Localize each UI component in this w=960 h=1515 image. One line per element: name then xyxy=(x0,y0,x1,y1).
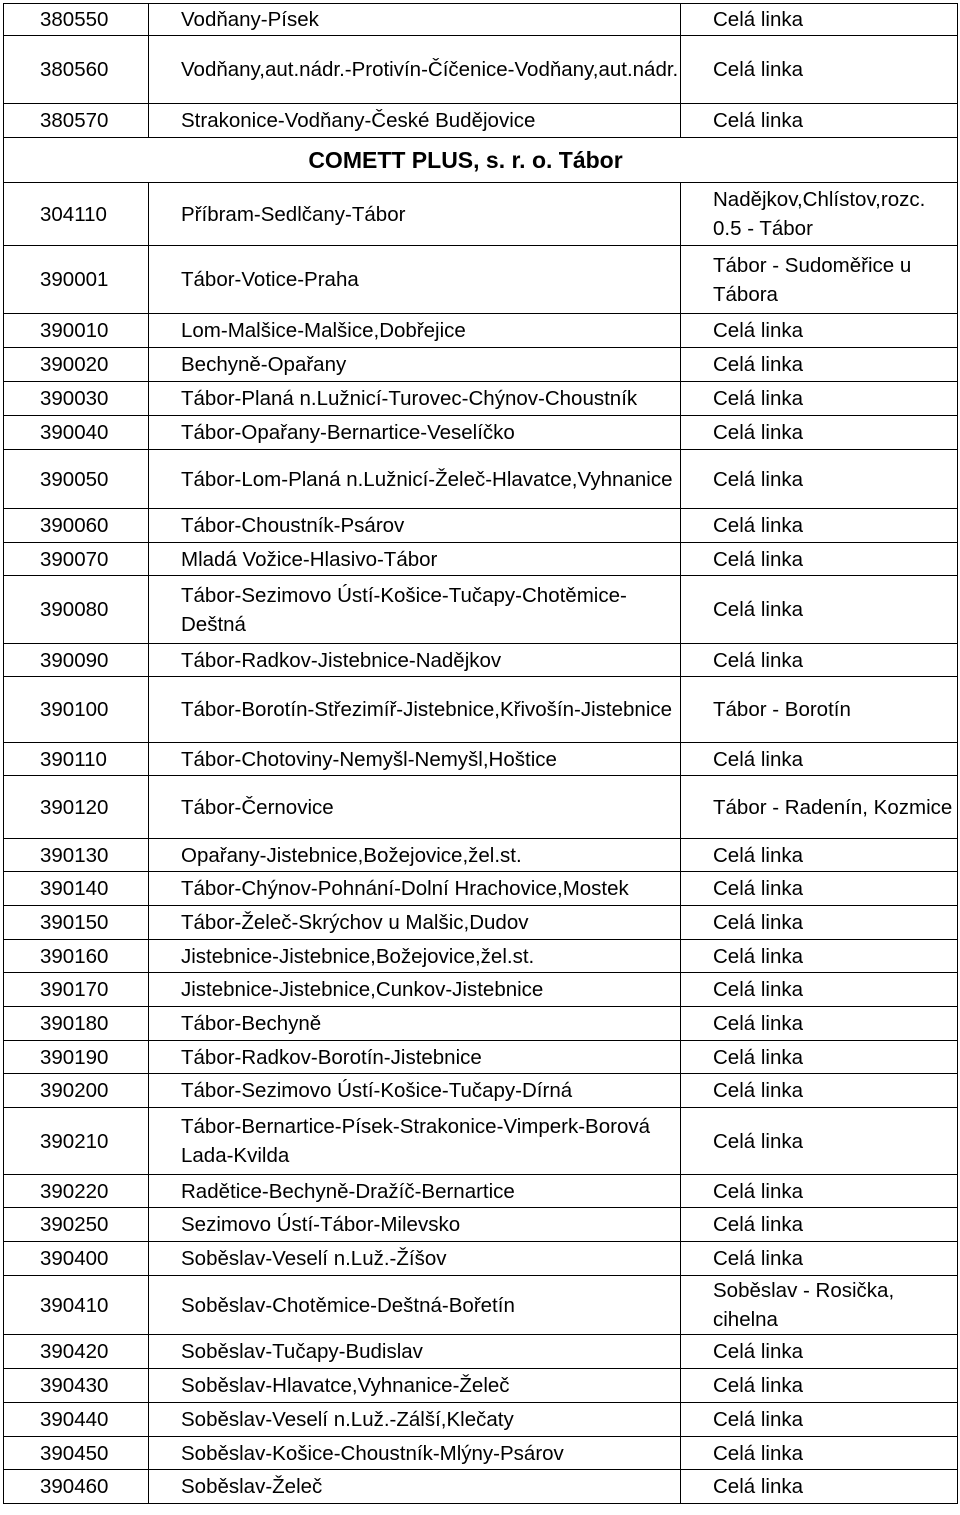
section-cell: Nadějkov,Chlístov,rozc. 0.5 - Tábor xyxy=(681,183,958,246)
line-number-cell: 390001 xyxy=(4,246,149,314)
section-cell: Celá linka xyxy=(681,576,958,644)
line-number-cell: 390210 xyxy=(4,1108,149,1175)
table-row xyxy=(4,450,958,509)
route-cell: Lom-Malšice-Malšice,Dobřejice xyxy=(149,314,681,348)
table-row xyxy=(4,1175,958,1208)
table-row xyxy=(4,1074,958,1108)
route-cell: Příbram-Sedlčany-Tábor xyxy=(149,183,681,246)
table-row xyxy=(4,1007,958,1041)
section-cell: Celá linka xyxy=(681,1403,958,1437)
section-cell: Celá linka xyxy=(681,416,958,450)
section-cell: Tábor - Radenín, Kozmice xyxy=(681,776,958,839)
route-cell: Tábor-Chýnov-Pohnání-Dolní Hrachovice,Mostek xyxy=(149,872,681,906)
route-cell: Soběslav-Chotěmice-Deštná-Bořetín xyxy=(149,1276,681,1335)
bus-lines-table-body xyxy=(4,4,958,1504)
route-cell: Jistebnice-Jistebnice,Božejovice,žel.st. xyxy=(149,940,681,973)
section-cell: Celá linka xyxy=(681,36,958,104)
line-number-cell: 390030 xyxy=(4,382,149,416)
line-number-cell: 390020 xyxy=(4,348,149,382)
line-number-cell: 380570 xyxy=(4,104,149,138)
table-row xyxy=(4,1470,958,1504)
line-number-cell: 390450 xyxy=(4,1437,149,1470)
section-cell: Celá linka xyxy=(681,1007,958,1041)
line-number-cell: 390060 xyxy=(4,509,149,543)
route-cell: Tábor-Votice-Praha xyxy=(149,246,681,314)
route-cell: Soběslav-Veselí n.Luž.-Zálší,Klečaty xyxy=(149,1403,681,1437)
section-cell: Celá linka xyxy=(681,382,958,416)
line-number-cell: 390150 xyxy=(4,906,149,940)
section-cell: Celá linka xyxy=(681,314,958,348)
line-number-cell: 390140 xyxy=(4,872,149,906)
route-cell: Soběslav-Hlavatce,Vyhnanice-Želeč xyxy=(149,1369,681,1403)
section-cell: Celá linka xyxy=(681,1470,958,1504)
route-cell: Sezimovo Ústí-Tábor-Milevsko xyxy=(149,1208,681,1242)
line-number-cell: 390080 xyxy=(4,576,149,644)
route-cell: Tábor-Radkov-Borotín-Jistebnice xyxy=(149,1041,681,1074)
section-cell: Tábor - Borotín xyxy=(681,677,958,743)
line-number-cell: 390120 xyxy=(4,776,149,839)
table-row xyxy=(4,314,958,348)
line-number-cell: 390180 xyxy=(4,1007,149,1041)
line-number-cell: 390010 xyxy=(4,314,149,348)
line-number-cell: 390070 xyxy=(4,543,149,576)
line-number-cell: 390170 xyxy=(4,973,149,1007)
company-header: COMETT PLUS, s. r. o. Tábor xyxy=(4,138,958,183)
section-cell: Celá linka xyxy=(681,543,958,576)
bus-lines-table xyxy=(3,3,958,1504)
line-number-cell: 390220 xyxy=(4,1175,149,1208)
route-cell: Tábor-Bernartice-Písek-Strakonice-Vimperk-Borová Lada-Kvilda xyxy=(149,1108,681,1175)
company-header-row xyxy=(4,138,958,183)
line-number-cell: 390110 xyxy=(4,743,149,776)
section-cell: Celá linka xyxy=(681,104,958,138)
route-cell: Vodňany-Písek xyxy=(149,4,681,36)
line-number-cell: 390410 xyxy=(4,1276,149,1335)
table-row xyxy=(4,743,958,776)
line-number-cell: 390130 xyxy=(4,839,149,872)
line-number-cell: 390100 xyxy=(4,677,149,743)
table-row xyxy=(4,348,958,382)
route-cell: Tábor-Chotoviny-Nemyšl-Nemyšl,Hoštice xyxy=(149,743,681,776)
table-row xyxy=(4,4,958,36)
route-cell: Opařany-Jistebnice,Božejovice,žel.st. xyxy=(149,839,681,872)
line-number-cell: 390090 xyxy=(4,644,149,677)
table-row xyxy=(4,906,958,940)
section-cell: Celá linka xyxy=(681,1074,958,1108)
section-cell: Celá linka xyxy=(681,348,958,382)
section-cell: Soběslav - Rosička, cihelna xyxy=(681,1276,958,1335)
section-cell: Celá linka xyxy=(681,906,958,940)
route-cell: Tábor-Bechyně xyxy=(149,1007,681,1041)
table-row xyxy=(4,246,958,314)
table-row xyxy=(4,872,958,906)
line-number-cell: 304110 xyxy=(4,183,149,246)
table-row xyxy=(4,1208,958,1242)
table-row xyxy=(4,576,958,644)
table-row xyxy=(4,36,958,104)
line-number-cell: 390250 xyxy=(4,1208,149,1242)
table-row xyxy=(4,1335,958,1369)
section-cell: Celá linka xyxy=(681,450,958,509)
table-row xyxy=(4,776,958,839)
section-cell: Celá linka xyxy=(681,1335,958,1369)
route-cell: Soběslav-Veselí n.Luž.-Žíšov xyxy=(149,1242,681,1276)
table-row xyxy=(4,677,958,743)
route-cell: Tábor-Sezimovo Ústí-Košice-Tučapy-Chotěmice-Deštná xyxy=(149,576,681,644)
line-number-cell: 390430 xyxy=(4,1369,149,1403)
line-number-cell: 390190 xyxy=(4,1041,149,1074)
section-cell: Celá linka xyxy=(681,1108,958,1175)
table-row xyxy=(4,416,958,450)
route-cell: Tábor-Želeč-Skrýchov u Malšic,Dudov xyxy=(149,906,681,940)
section-cell: Celá linka xyxy=(681,1437,958,1470)
section-cell: Celá linka xyxy=(681,1369,958,1403)
table-row xyxy=(4,839,958,872)
route-cell: Radětice-Bechyně-Dražíč-Bernartice xyxy=(149,1175,681,1208)
table-row xyxy=(4,509,958,543)
line-number-cell: 390400 xyxy=(4,1242,149,1276)
route-cell: Tábor-Radkov-Jistebnice-Nadějkov xyxy=(149,644,681,677)
table-row xyxy=(4,1041,958,1074)
section-cell: Celá linka xyxy=(681,940,958,973)
route-cell: Tábor-Choustník-Psárov xyxy=(149,509,681,543)
route-cell: Tábor-Sezimovo Ústí-Košice-Tučapy-Dírná xyxy=(149,1074,681,1108)
route-cell: Bechyně-Opařany xyxy=(149,348,681,382)
section-cell: Celá linka xyxy=(681,872,958,906)
route-cell: Soběslav-Košice-Choustník-Mlýny-Psárov xyxy=(149,1437,681,1470)
line-number-cell: 380560 xyxy=(4,36,149,104)
section-cell: Celá linka xyxy=(681,973,958,1007)
section-cell: Celá linka xyxy=(681,1208,958,1242)
section-cell: Tábor - Sudoměřice u Tábora xyxy=(681,246,958,314)
line-number-cell: 390040 xyxy=(4,416,149,450)
route-cell: Tábor-Lom-Planá n.Lužnicí-Želeč-Hlavatce,Vyhnanice xyxy=(149,450,681,509)
route-cell: Tábor-Černovice xyxy=(149,776,681,839)
section-cell: Celá linka xyxy=(681,839,958,872)
route-cell: Mladá Vožice-Hlasivo-Tábor xyxy=(149,543,681,576)
table-row xyxy=(4,644,958,677)
section-cell: Celá linka xyxy=(681,4,958,36)
line-number-cell: 390440 xyxy=(4,1403,149,1437)
route-cell: Jistebnice-Jistebnice,Cunkov-Jistebnice xyxy=(149,973,681,1007)
section-cell: Celá linka xyxy=(681,644,958,677)
table-row xyxy=(4,1108,958,1175)
route-cell: Strakonice-Vodňany-České Budějovice xyxy=(149,104,681,138)
table-row xyxy=(4,1242,958,1276)
table-row xyxy=(4,543,958,576)
route-cell: Soběslav-Želeč xyxy=(149,1470,681,1504)
route-cell: Tábor-Borotín-Střezimíř-Jistebnice,Křivošín-Jistebnice xyxy=(149,677,681,743)
table-row xyxy=(4,973,958,1007)
table-row xyxy=(4,1369,958,1403)
table-row xyxy=(4,1276,958,1335)
line-number-cell: 390200 xyxy=(4,1074,149,1108)
line-number-cell: 380550 xyxy=(4,4,149,36)
section-cell: Celá linka xyxy=(681,509,958,543)
section-cell: Celá linka xyxy=(681,743,958,776)
line-number-cell: 390160 xyxy=(4,940,149,973)
line-number-cell: 390050 xyxy=(4,450,149,509)
table-row xyxy=(4,1437,958,1470)
table-row xyxy=(4,1403,958,1437)
line-number-cell: 390420 xyxy=(4,1335,149,1369)
table-row xyxy=(4,104,958,138)
line-number-cell: 390460 xyxy=(4,1470,149,1504)
route-cell: Vodňany,aut.nádr.-Protivín-Číčenice-Vodňany,aut.nádr. xyxy=(149,36,681,104)
section-cell: Celá linka xyxy=(681,1041,958,1074)
route-cell: Tábor-Opařany-Bernartice-Veselíčko xyxy=(149,416,681,450)
table-row xyxy=(4,940,958,973)
section-cell: Celá linka xyxy=(681,1242,958,1276)
route-cell: Soběslav-Tučapy-Budislav xyxy=(149,1335,681,1369)
route-cell: Tábor-Planá n.Lužnicí-Turovec-Chýnov-Choustník xyxy=(149,382,681,416)
table-row xyxy=(4,183,958,246)
table-row xyxy=(4,382,958,416)
section-cell: Celá linka xyxy=(681,1175,958,1208)
